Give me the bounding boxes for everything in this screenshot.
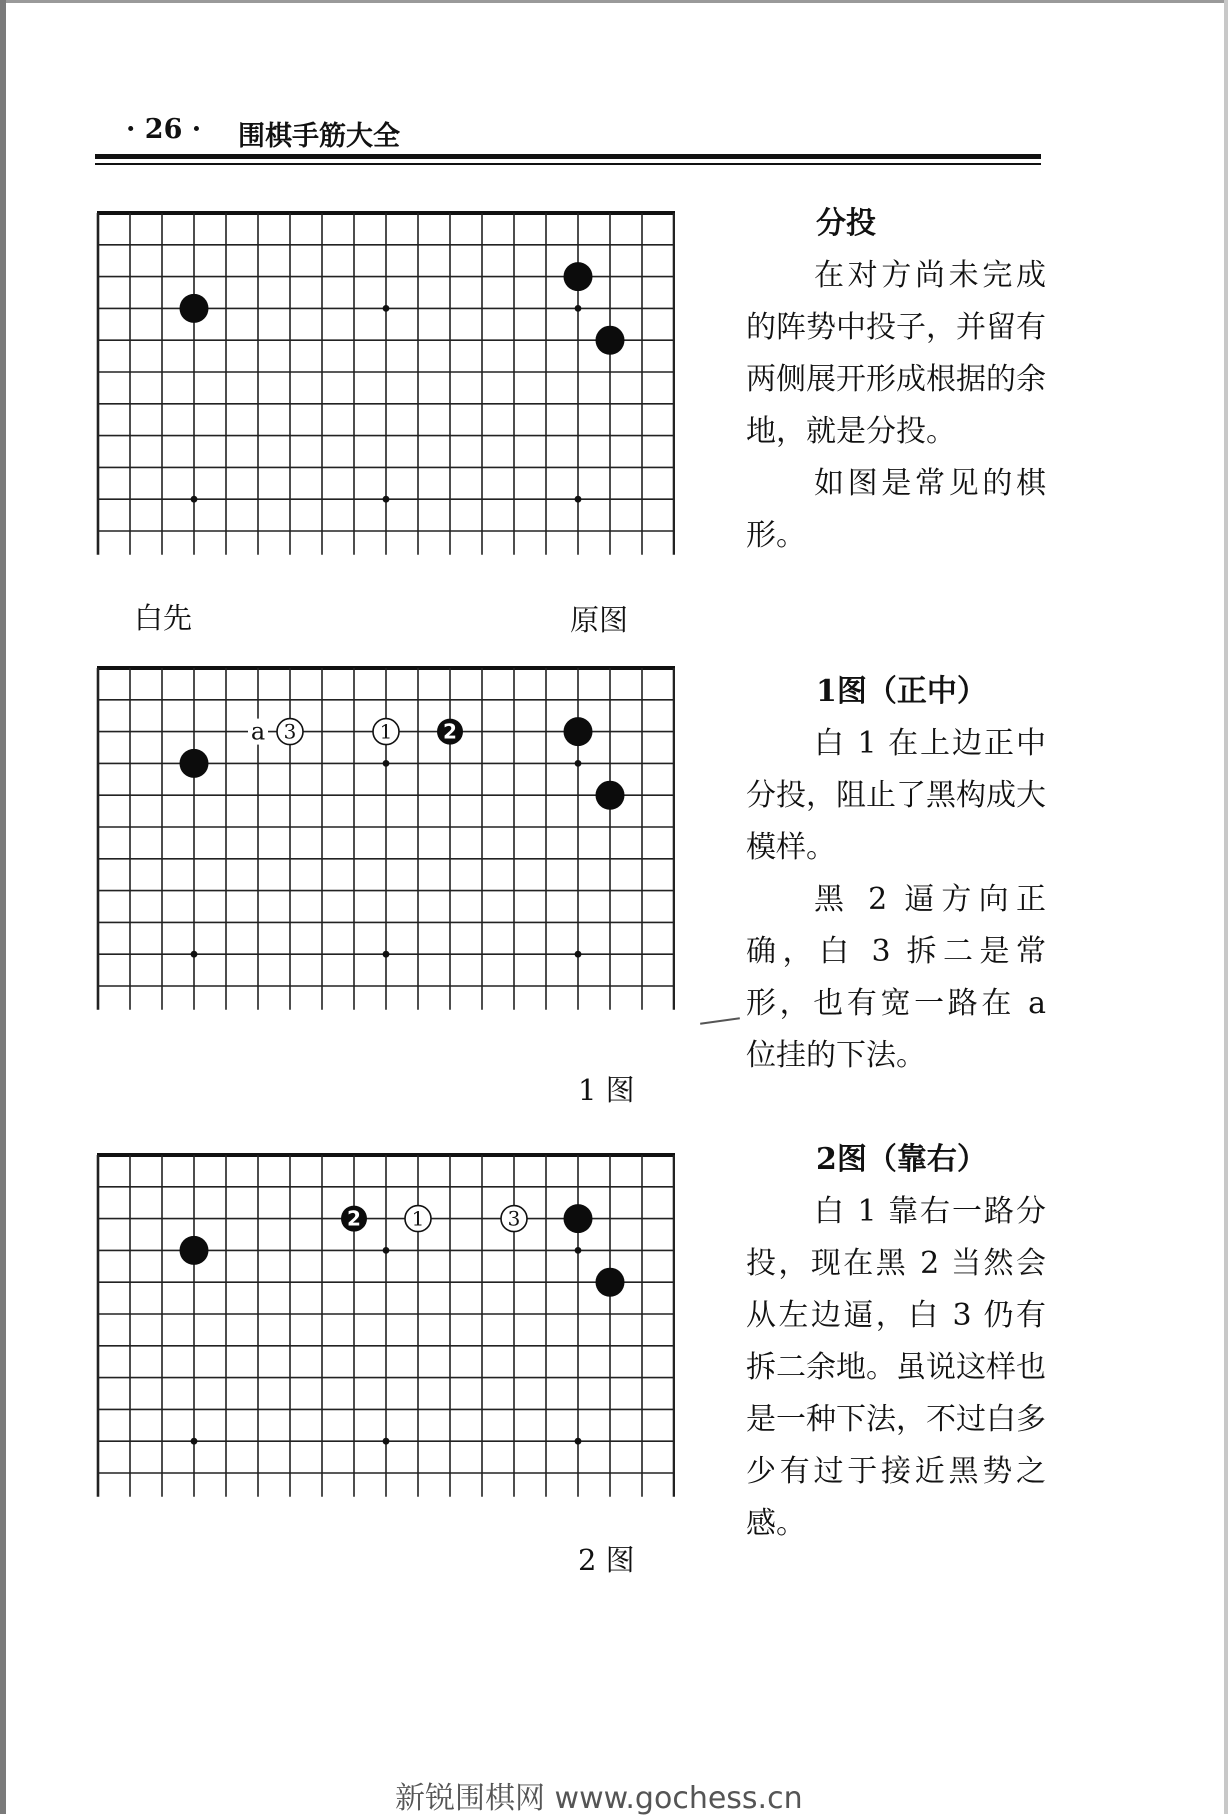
black-stone (596, 1268, 625, 1297)
section-paragraph: 如图是常见的棋形。 (746, 466, 1046, 553)
scan-mark (700, 1017, 740, 1025)
page-number: · 26 · (126, 114, 202, 145)
star-point (575, 1438, 582, 1445)
section-fentou (746, 198, 1046, 562)
go-board-diagram-1 (95, 665, 675, 1035)
go-board-svg (95, 1152, 675, 1522)
star-point (191, 496, 198, 503)
section-title: 2图（靠右） (816, 1142, 987, 1177)
star-point (383, 951, 390, 958)
stone-number: 3 (283, 719, 297, 744)
black-stone (564, 262, 593, 291)
star-point (383, 760, 390, 767)
star-point (383, 1247, 390, 1254)
section-diagram-2 (746, 1134, 1046, 1550)
star-point (383, 305, 390, 312)
footer-watermark: 新锐围棋网 www.gochess.cn (395, 1781, 803, 1816)
star-point (575, 760, 582, 767)
black-stone (180, 294, 209, 323)
star-point (575, 496, 582, 503)
go-board-svg (95, 210, 675, 580)
caption-original-diagram: 原图 (570, 603, 629, 637)
stone-number: 3 (507, 1206, 521, 1231)
book-title: 围棋手筋大全 (238, 121, 400, 152)
section-paragraph: 白 1 在上边正中分投，阻止了黑构成大模样。 (746, 726, 1046, 865)
section-title: 1图（正中） (816, 674, 987, 709)
star-point (383, 496, 390, 503)
stone-number: 1 (411, 1206, 425, 1231)
board-label-a: a (250, 717, 266, 746)
star-point (575, 951, 582, 958)
black-stone (180, 1236, 209, 1265)
caption-white-to-play: 白先 (134, 601, 193, 635)
go-board-diagram-2 (95, 1152, 675, 1522)
stone-number: 2 (443, 719, 457, 744)
section-diagram-1 (746, 666, 1046, 1082)
section-paragraph: 白 1 靠右一路分投，现在黑 2 当然会从左边逼，白 3 仍有拆二余地。虽说这样也是一种下法，不过白多少有过于接近黑势之感。 (746, 1194, 1046, 1541)
stone-number: 1 (379, 719, 393, 744)
page-frame-top (0, 0, 1228, 3)
caption-diagram-1: 1 图 (578, 1073, 635, 1107)
black-stone (180, 749, 209, 778)
black-stone (564, 1204, 593, 1233)
star-point (191, 1438, 198, 1445)
go-board-original (95, 210, 675, 580)
section-paragraph: 黑 2 逼方向正确，白 3 拆二是常形，也有宽一路在 a 位挂的下法。 (746, 882, 1046, 1073)
page-frame-right (1224, 0, 1228, 1814)
section-paragraph: 在对方尚未完成的阵势中投子，并留有两侧展开形成根据的余地，就是分投。 (746, 258, 1046, 449)
page-frame-left (0, 0, 6, 1814)
header-rule-thick (95, 154, 1041, 159)
section-title: 分投 (816, 206, 876, 241)
black-stone (596, 781, 625, 810)
caption-diagram-2: 2 图 (578, 1543, 635, 1577)
header-rule-thin (95, 163, 1041, 165)
black-stone (564, 717, 593, 746)
star-point (575, 1247, 582, 1254)
stone-number: 2 (347, 1206, 361, 1231)
star-point (383, 1438, 390, 1445)
star-point (575, 305, 582, 312)
star-point (191, 951, 198, 958)
go-board-svg (95, 665, 675, 1035)
black-stone (596, 326, 625, 355)
